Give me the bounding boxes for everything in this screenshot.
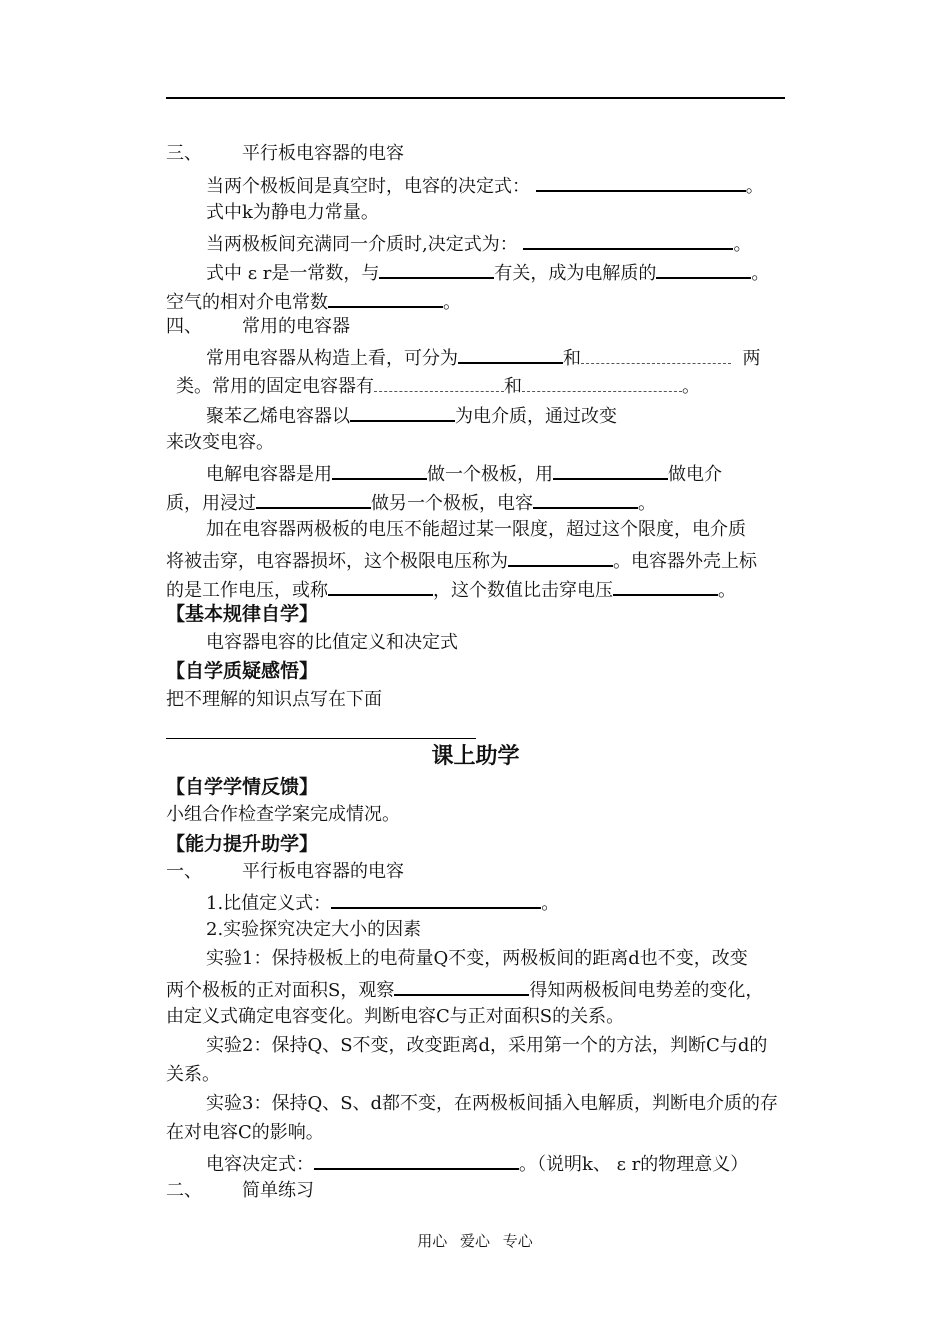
- fill-blank[interactable]: [522, 371, 682, 392]
- header-rule: [166, 97, 785, 99]
- fill-blank[interactable]: [533, 487, 638, 509]
- experiment-intro: 2.实验探究决定大小的因素: [206, 919, 422, 940]
- feedback-heading: 【自学学情反馈】: [166, 776, 319, 798]
- fill-blank[interactable]: [314, 1148, 519, 1170]
- fill-blank[interactable]: [256, 487, 371, 509]
- section-4-heading: [166, 313, 785, 341]
- experiment-2-line: 实验2：保持Q、S不变，改变距离d，采用第一个的方法，判断C与d的: [206, 1035, 768, 1056]
- polystyrene-line-2: 来改变电容。: [166, 432, 274, 453]
- experiment-1-line-2: [166, 974, 785, 1002]
- section-number: 三、: [166, 143, 202, 164]
- text: 当两个极板间是真空时，电容的决定式：: [206, 176, 530, 197]
- text: 。: [745, 176, 764, 197]
- text: 做电介: [668, 464, 722, 485]
- breakdown-line-2: [166, 545, 785, 573]
- text: 1.比值定义式：: [206, 893, 332, 914]
- text: 式中 ε r是一常数，与: [206, 263, 380, 284]
- fill-blank[interactable]: [508, 545, 613, 567]
- section-title: 简单练习: [242, 1180, 314, 1201]
- feedback-text: 小组合作检查学案完成情况。: [166, 804, 400, 825]
- text: 。: [541, 893, 560, 914]
- decisive-formula-line: [166, 1148, 825, 1176]
- text: 的是工作电压，或称: [166, 580, 328, 601]
- section-title: 平行板电容器的电容: [242, 861, 404, 882]
- text: 电解电容器是用: [206, 464, 332, 485]
- section-3-heading: [166, 140, 785, 168]
- fill-blank[interactable]: [553, 458, 668, 480]
- text: 两: [742, 348, 761, 369]
- text: 有关，成为电解质的: [494, 263, 657, 284]
- text: 。电容器外壳上标: [613, 551, 757, 572]
- experiment-3-line-2: 在对电容C的影响。: [166, 1122, 324, 1143]
- fill-blank[interactable]: [581, 343, 731, 364]
- fill-blank[interactable]: [332, 458, 427, 480]
- text: 当两极板间充满同一介质时,决定式为：: [206, 234, 518, 255]
- text: 。（说明k、 ε r的物理意义）: [519, 1154, 749, 1175]
- working-voltage-line: [166, 574, 785, 602]
- text: 为电介质，通过改变: [455, 406, 617, 427]
- section-number: 二、: [166, 1180, 202, 1201]
- fill-blank[interactable]: [379, 257, 494, 279]
- fill-blank[interactable]: [458, 342, 563, 364]
- answer-line[interactable]: [166, 738, 476, 739]
- experiment-2-line-2: 关系。: [166, 1064, 220, 1085]
- doubt-heading: 【自学质疑感悟】: [166, 660, 319, 682]
- text: 和: [504, 376, 522, 397]
- fill-blank[interactable]: [328, 286, 443, 308]
- text: 做一个极板，用: [427, 464, 553, 485]
- law-heading: 【基本规律自学】: [166, 603, 319, 625]
- text: 和: [563, 348, 581, 369]
- fill-blank[interactable]: [328, 574, 433, 596]
- fill-blank[interactable]: [613, 574, 718, 596]
- experiment-1-line: 实验1：保持极板上的电荷量Q不变，两极板间的距离d也不变，改变: [206, 948, 748, 969]
- experiment-1-line-3: 由定义式确定电容变化。判断电容C与正对面积S的关系。: [166, 1006, 625, 1027]
- epsilon-line: [166, 257, 825, 285]
- fill-blank[interactable]: [374, 371, 504, 392]
- text: 电容决定式：: [206, 1154, 314, 1175]
- breakdown-line: 加在电容器两极板的电压不能超过某一限度，超过这个限度，电介质: [206, 519, 746, 540]
- fill-blank[interactable]: [331, 887, 541, 909]
- text: 。: [682, 376, 700, 397]
- ability-heading: 【能力提升助学】: [166, 833, 319, 855]
- text: 得知两极板间电势差的变化，: [529, 980, 764, 1001]
- text: 。: [638, 493, 656, 514]
- section-number: 一、: [166, 861, 202, 882]
- air-constant-line: [166, 286, 785, 314]
- experiment-3-line: 实验3：保持Q、S、d都不变，在两极板间插入电解质，判断电介质的存: [206, 1093, 779, 1114]
- fill-blank[interactable]: [536, 170, 746, 192]
- fill-blank[interactable]: [394, 974, 529, 996]
- section-number: 四、: [166, 316, 202, 337]
- text: 。: [733, 234, 752, 255]
- law-text: 电容器电容的比值定义和决定式: [206, 632, 458, 653]
- text: 将被击穿，电容器损坏，这个极限电压称为: [166, 551, 508, 572]
- text: 空气的相对介电常数: [166, 292, 328, 313]
- ability-section-1: [166, 858, 785, 886]
- text: 类。常用的固定电容器有: [176, 376, 374, 397]
- text: 。: [718, 580, 736, 601]
- page-footer: 用心 爱心 专心: [417, 1232, 533, 1250]
- class-title: 课上助学: [431, 744, 520, 769]
- text: 。: [751, 263, 770, 284]
- fill-blank[interactable]: [656, 257, 751, 279]
- text: 常用电容器从构造上看，可分为: [206, 348, 458, 369]
- text: 做另一个极板，电容: [371, 493, 533, 514]
- ability-section-2: [166, 1177, 785, 1205]
- text: 两个极板的正对面积S，观察: [166, 980, 395, 1001]
- dielectric-formula-line: [166, 228, 825, 256]
- text: 。: [443, 292, 461, 313]
- vacuum-formula-line: [166, 170, 825, 198]
- capacitor-types-line: [166, 342, 825, 370]
- section-title: 常用的电容器: [242, 316, 350, 337]
- ratio-definition-line: [166, 887, 825, 915]
- doubt-text: 把不理解的知识点写在下面: [166, 689, 382, 710]
- fill-blank[interactable]: [523, 228, 733, 250]
- fill-blank[interactable]: [350, 400, 455, 422]
- text: 质，用浸过: [166, 493, 256, 514]
- electrolytic-line: [166, 458, 825, 486]
- text: ，这个数值比击穿电压: [433, 580, 613, 601]
- fixed-capacitors-line: [166, 371, 795, 399]
- k-note: 式中k为静电力常量。: [206, 202, 379, 223]
- section-title: 平行板电容器的电容: [242, 143, 404, 164]
- polystyrene-line: [166, 400, 825, 428]
- electrolytic-line-2: [166, 487, 785, 515]
- text: 聚苯乙烯电容器以: [206, 406, 350, 427]
